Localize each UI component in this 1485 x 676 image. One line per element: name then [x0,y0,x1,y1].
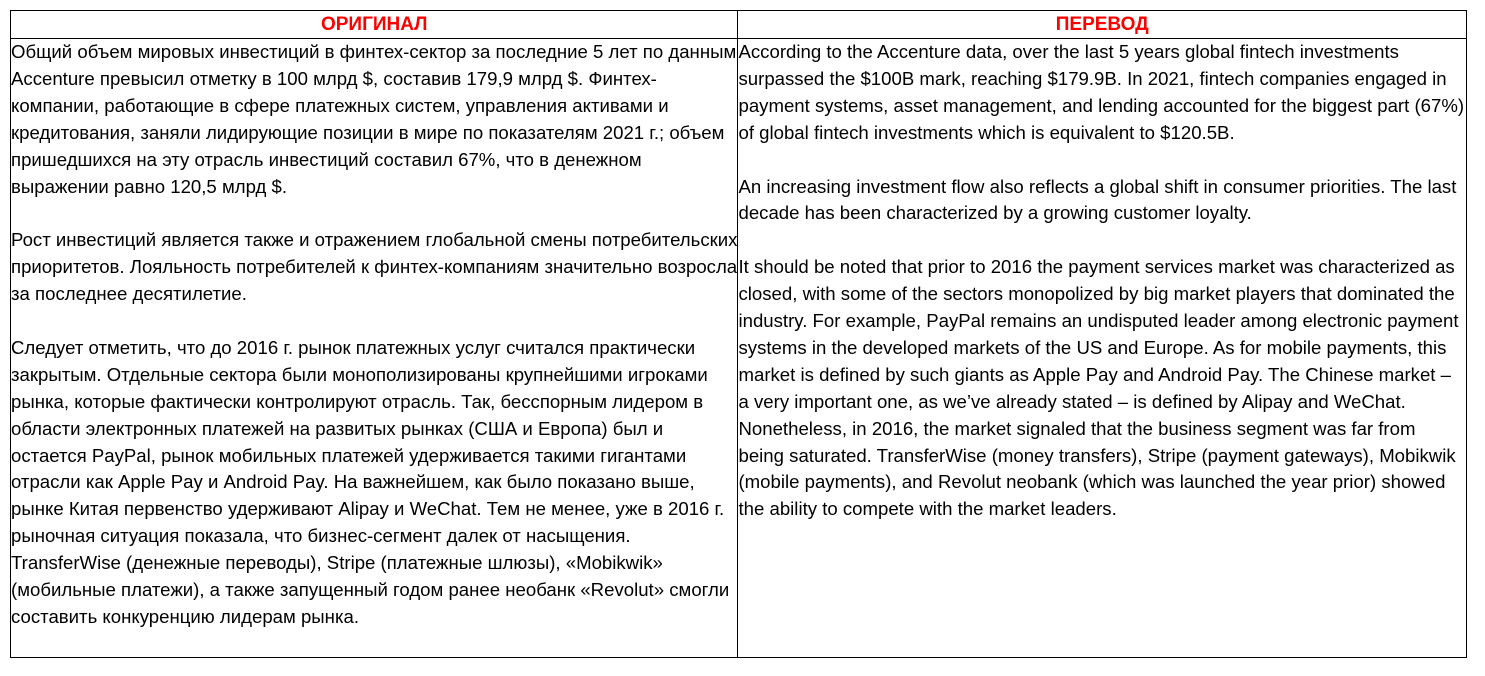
original-text-cell [11,39,738,658]
translation-text-cell [738,39,1467,658]
translation-paragraph-3: It should be noted that prior to 2016 the payment services market was characterized as closed, with some of the sectors monopolized by big market players that dominated the industry. For example, PayPal remains an undisputed leader among electronic payment systems in the developed markets of the US and Europe. As for mobile payments, this market is defined by such giants as Apple Pay and Android Pay. The Chinese market – a very important one, as we’ve already stated – is defined by Alipay and WeChat. Nonetheless, in 2016, the market signaled that the business segment was far from being saturated. TransferWise (money transfers), Stripe (payment gateways), Mobikwik (mobile payments), and Revolut neobank (which was launched the year prior) showed the ability to compete with the market leaders. [738,256,1459,520]
header-translation: ПЕРЕВОД [1055,14,1149,35]
translation-paragraph-2: An increasing investment flow also reflects a global shift in consumer priorities. The last decade has been characterized by a growing customer loyalty. [738,175,1457,224]
header-row [11,11,1467,39]
header-translation-cell [738,11,1467,39]
header-original: ОРИГИНАЛ [320,14,428,35]
content-row [11,39,1467,658]
original-paragraph-2: Рост инвестиций является также и отражением глобальной смены потребительских приоритетов. Лояльность потребителей к финтех-компаниям значительно возросла за последнее десятилетие. [11,229,738,305]
original-paragraph-1: Общий объем мировых инвестиций в финтех-сектор за последние 5 лет по данным Accenture превысил отметку в 100 млрд $, составив 179,9 млрд $. Финтех-компании, работающие в сфере платежных систем, управления активами и кредитования, заняли лидирующие позиции в мире по показателям 2021 г.; объем пришедшихся на эту отрасль инвестиций составил 67%, что в денежном выражении равно 120,5 млрд $. [11,41,737,197]
translation-paragraph-1: According to the Accenture data, over the last 5 years global fintech investments surpassed the $100B mark, reaching $179.9B. In 2021, fintech companies engaged in payment systems, asset management, and lending accounted for the biggest part (67%) of global fintech investments which is equivalent to $120.5B. [738,41,1465,143]
translation-table [10,10,1467,658]
header-original-cell [11,11,738,39]
original-paragraph-3: Следует отметить, что до 2016 г. рынок платежных услуг считался практически закрытым. Отдельные сектора были монополизированы крупнейшими игроками рынка, которые фактически контролируют отрасль. Так, бесспорным лидером в области электронных платежей на развитых рынках (США и Европа) был и остается PayPal, рынок мобильных платежей удерживается такими гигантами отрасли как Apple Pay и Android Pay. На важнейшем, как было показано выше, рынке Китая первенство удерживают Alipay и WeChat. Тем не менее, уже в 2016 г. рыночная ситуация показала, что бизнес-сегмент далек от насыщения. TransferWise (денежные переводы), Stripe (платежные шлюзы), «Mobikwik» (мобильные платежи), а также запущенный годом ранее необанк «Revolut» смогли составить конкуренцию лидерам рынка. [11,336,730,627]
